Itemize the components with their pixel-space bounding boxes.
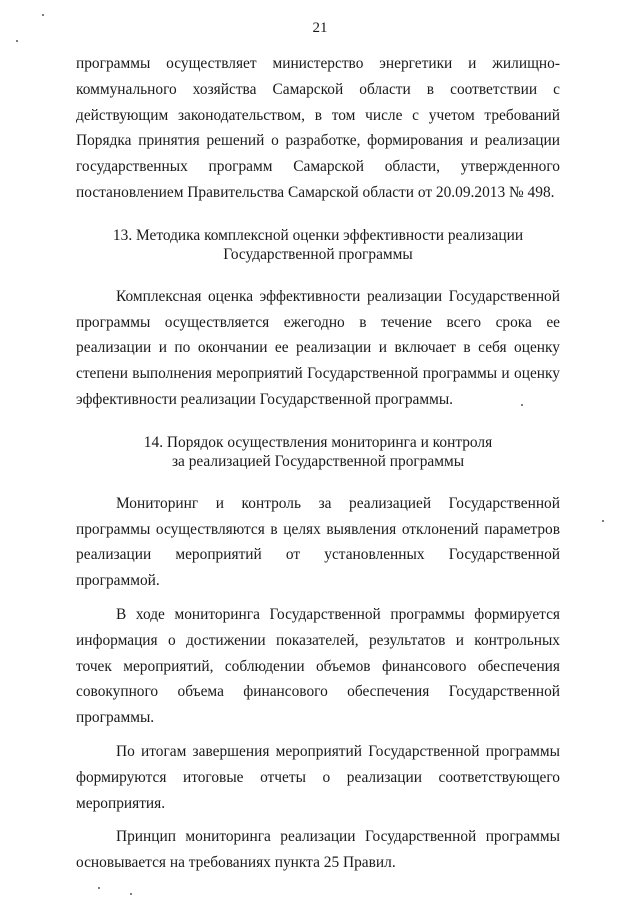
page-number: 21 [312, 20, 328, 36]
section-14-paragraph-3: По итогам завершения мероприятий Государственной программы формируются итоговые отчеты о реализации соответствующего мероприятия. [76, 742, 560, 812]
scan-speck [130, 893, 132, 895]
scan-speck [602, 520, 604, 522]
section-14-paragraph-1: Мониторинг и контроль за реализацией Государственной программы осуществляются в целях выявления отклонений параметров реализации мероприятий от установленных Государственной программой. [76, 494, 560, 590]
section-14-paragraph-2: В ходе мониторинга Государственной программы формируется информация о достижении показателей, результатов и контрольных точек мероприятий, соблюдении объемов финансового обеспечения совокупного объема финансового обеспечения Государственной программы. [76, 605, 560, 727]
section-14-heading-line-1: 14. Порядок осуществления мониторинга и контроля [143, 433, 493, 451]
scan-speck [42, 14, 44, 16]
section-13-paragraph: Комплексная оценка эффективности реализации Государственной программы осуществляется ежегодно в течение всего срока ее реализации и по окончании ее реализации и включает в себя оценку степени выполнения мероприятий Государственной программы и оценку эффективности реализации Государственной программы. [76, 287, 560, 408]
section-14-heading [76, 433, 560, 471]
page-content [76, 51, 560, 876]
intro-paragraph: программы осуществляет министерство энергетики и жилищно-коммунального хозяйства Самарской области в соответствии с действующим законодательством, в том числе с учетом требований Порядка принятия решений о разработке, формирования и реализации государственных программ Самарской области, утвержденного постановлением Правительства Самарской области от 20.09.2013 № 498. [76, 55, 560, 201]
scan-speck [521, 404, 523, 406]
section-13-heading [76, 226, 560, 264]
section-14-paragraph-4: Принцип мониторинга реализации Государственной программы основывается на требованиях пункта 25 Правил. [76, 828, 560, 872]
section-13-heading-line-1: 13. Методика комплексной оценки эффективности реализации [112, 226, 524, 244]
scan-speck [98, 887, 100, 889]
scan-speck [16, 40, 18, 42]
section-14-heading-line-2: за реализацией Государственной программы [171, 452, 465, 470]
section-13-heading-line-2: Государственной программы [223, 245, 413, 263]
